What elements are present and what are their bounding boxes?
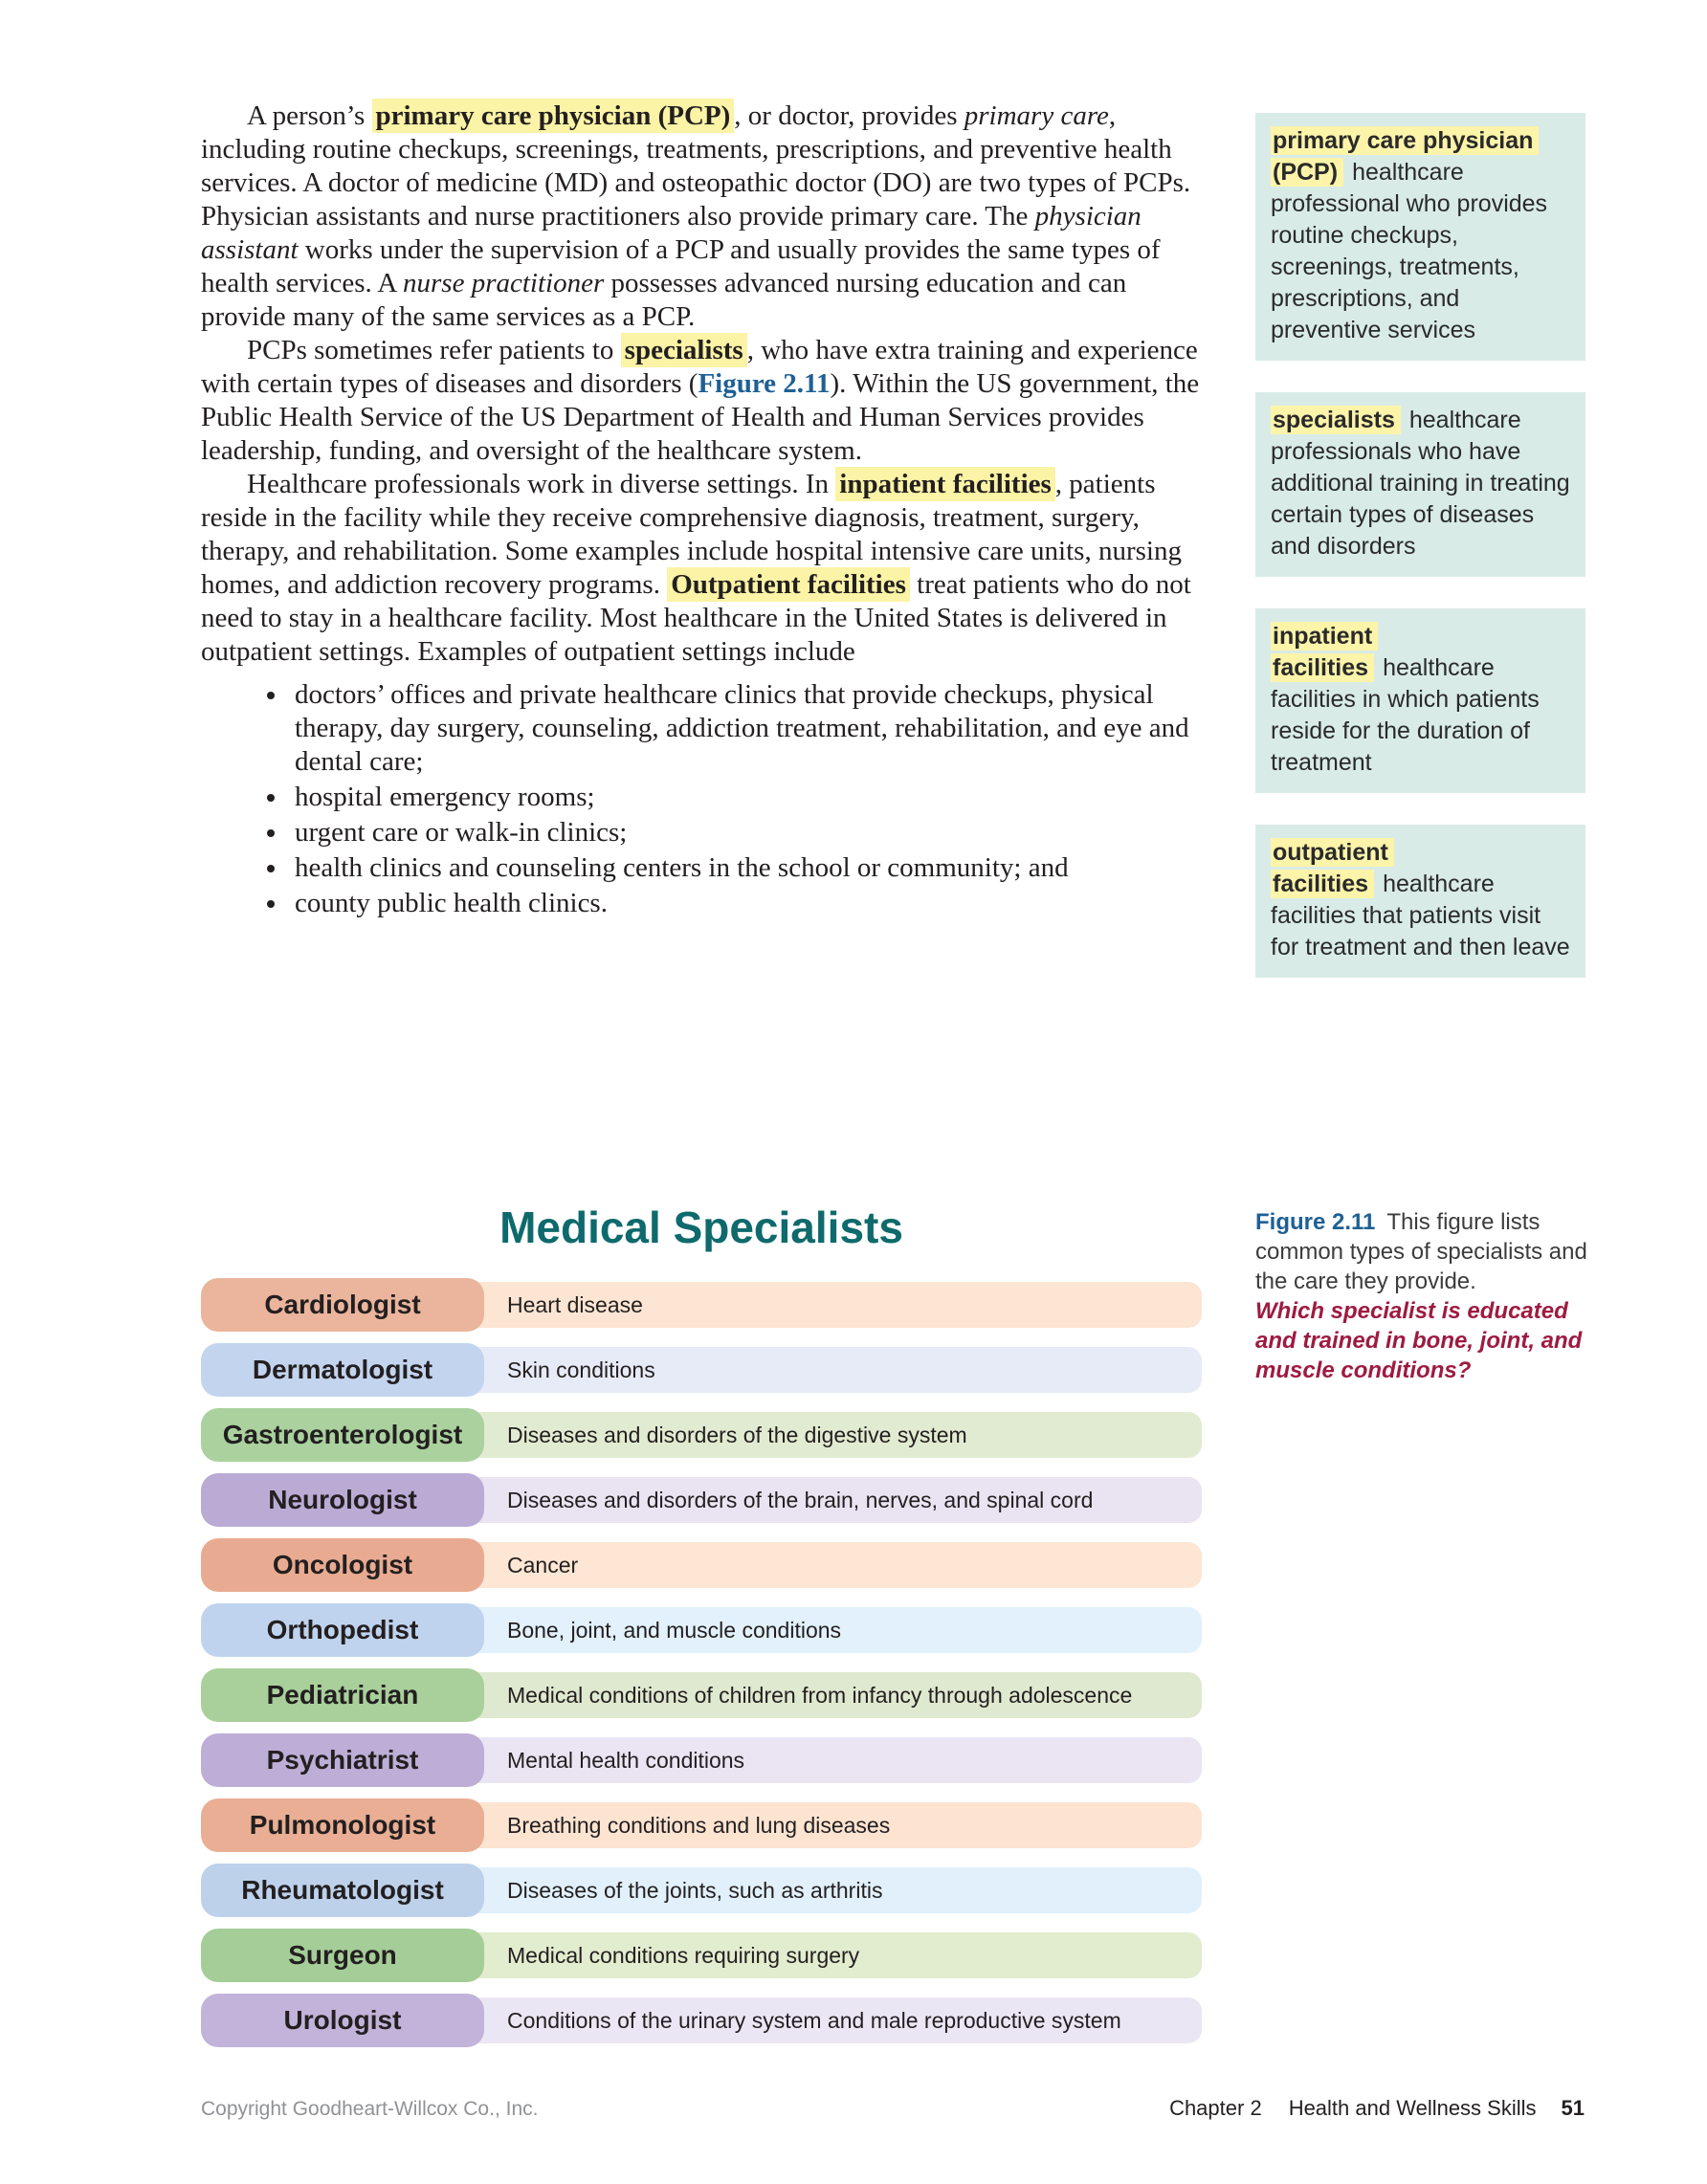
specialists-table [201, 1278, 1202, 2047]
specialist-label: Neurologist [201, 1473, 484, 1527]
figure-caption-question: Which specialist is educated and trained in bone, joint, and muscle conditions? [1255, 1298, 1583, 1383]
text-run: ). Within the US government, the Public Health Service of the US Department of Health and Human Services provides leadership, funding, and oversight of the healthcare system. [201, 368, 1200, 466]
care-description: Diseases and disorders of the digestive system [450, 1412, 1202, 1458]
text-run: , who have extra training and experience with certain types of diseases and disorders ( [201, 335, 1198, 399]
care-description: Medical conditions requiring surgery [450, 1932, 1202, 1978]
figure-caption-text: This figure lists common types of specialists and the care they provide. [1255, 1209, 1587, 1294]
table-row [201, 1864, 1202, 1917]
specialist-label: Cardiologist [201, 1278, 484, 1332]
specialist-label: Pulmonologist [201, 1798, 484, 1852]
care-description: Skin conditions [450, 1347, 1202, 1393]
list-item: • health clinics and counseling centers in the school or community; and [289, 851, 1202, 885]
chapter-title: Health and Wellness Skills [1288, 2096, 1537, 2120]
care-description: Heart disease [450, 1282, 1202, 1328]
text-run: , including routine checkups, screenings, treatments, prescriptions, and preventive health services. A doctor of medicine (MD) and osteopathic doctor (DO) are two types of PCPs. Physician assistants and nurse practitioners also provide primary care. The [201, 100, 1191, 232]
specialist-label: Gastroenterologist [201, 1408, 484, 1462]
table-row [201, 1929, 1202, 1982]
figure-2-11 [201, 1202, 1202, 2059]
text-run: possesses advanced nursing education and can provide many of the same services as a PCP. [201, 268, 1127, 332]
specialist-label: Pediatrician [201, 1668, 484, 1722]
definition-text: healthcare facilities that patients visit for treatment and then leave [1271, 871, 1570, 960]
table-row [201, 1343, 1202, 1397]
text-run: PCPs sometimes refer patients to [247, 335, 621, 365]
page-number: 51 [1561, 2096, 1585, 2120]
highlighted-term: primary care physician (PCP) [372, 99, 735, 133]
copyright-notice: Copyright Goodheart-Willcox Co., Inc. [201, 2098, 539, 2120]
specialist-label: Orthopedist [201, 1603, 484, 1657]
care-description: Diseases of the joints, such as arthritis [450, 1867, 1202, 1913]
main-column [201, 99, 1202, 922]
page-folio [1169, 2096, 1585, 2121]
list-item: • urgent care or walk-in clinics; [289, 816, 1202, 849]
specialist-label: Urologist [201, 1994, 484, 2047]
specialist-label: Psychiatrist [201, 1733, 484, 1787]
specialist-label: Rheumatologist [201, 1864, 484, 1917]
figure-caption [1255, 1207, 1588, 1385]
list-item: • doctors’ offices and private healthcare clinics that provide checkups, physical therapy, day surgery, counseling, addiction treatment, rehabilitation, and eye and dental care; [289, 678, 1202, 779]
table-row [201, 1473, 1202, 1527]
definition-term: specialists [1271, 406, 1401, 434]
care-description: Bone, joint, and muscle conditions [450, 1607, 1202, 1653]
table-row [201, 1994, 1202, 2047]
list-item: • county public health clinics. [289, 887, 1202, 920]
text-run: A person’s [247, 100, 372, 131]
definition-box-outpatient [1255, 825, 1585, 978]
table-row [201, 1603, 1202, 1657]
table-row [201, 1798, 1202, 1852]
specialist-label: Dermatologist [201, 1343, 484, 1397]
table-row [201, 1668, 1202, 1722]
highlighted-term: Outpatient facilities [667, 567, 910, 602]
definition-term: inpatient facilities [1271, 622, 1378, 682]
care-description: Medical conditions of children from infancy through adolescence [450, 1672, 1202, 1718]
definition-text: healthcare professionals who have additional training in treating certain types of diseases and disorders [1271, 407, 1570, 560]
definition-box-inpatient [1255, 608, 1585, 793]
figure-label: Figure 2.11 [1255, 1209, 1376, 1235]
table-row [201, 1408, 1202, 1462]
definition-term: outpatient facilities [1271, 838, 1394, 898]
definitions-sidebar [1255, 113, 1585, 1009]
care-description: Mental health conditions [450, 1737, 1202, 1783]
care-description: Diseases and disorders of the brain, nerves, and spinal cord [450, 1477, 1202, 1523]
specialist-label: Surgeon [201, 1929, 484, 1982]
definition-box-specialists [1255, 392, 1585, 577]
text-run: treat patients who do not need to stay in a healthcare facility. Most healthcare in the United States is delivered in outpatient settings. Examples of outpatient settings include [201, 569, 1191, 667]
text-run: works under the supervision of a PCP and usually provides the same types of health services. A [201, 234, 1161, 298]
care-description: Conditions of the urinary system and male reproductive system [450, 1997, 1202, 2043]
figure-reference: Figure 2.11 [698, 368, 831, 399]
paragraph-facilities [201, 468, 1202, 669]
care-description: Breathing conditions and lung diseases [450, 1802, 1202, 1848]
definition-text: healthcare facilities in which patients reside for the duration of treatment [1271, 654, 1540, 776]
list-item: • hospital emergency rooms; [289, 781, 1202, 814]
specialist-label: Oncologist [201, 1538, 484, 1592]
figure-title: Medical Specialists [499, 1202, 903, 1252]
table-row [201, 1538, 1202, 1592]
paragraph-specialists [201, 334, 1202, 468]
definition-text: healthcare professional who provides routine checkups, screenings, treatments, prescriptions, and preventive services [1271, 159, 1548, 343]
text-run: Healthcare professionals work in diverse settings. In [247, 469, 836, 499]
text-run: , or doctor, provides [734, 100, 964, 131]
highlighted-term: specialists [621, 333, 747, 367]
italic-term: physician assistant [201, 201, 1142, 265]
italic-term: nurse practitioner [403, 268, 605, 298]
outpatient-settings-list [201, 678, 1202, 920]
chapter-label: Chapter 2 [1169, 2096, 1262, 2120]
highlighted-term: inpatient facilities [835, 467, 1055, 501]
definition-box-pcp [1255, 113, 1585, 361]
text-run: , patients reside in the facility while they receive comprehensive diagnosis, treatment, surgery, therapy, and rehabilitation. Some examples include hospital intensive care units, nursing homes, and addiction recovery programs. [201, 469, 1182, 600]
paragraph-primary-care [201, 99, 1202, 334]
italic-term: primary care [964, 100, 1109, 131]
table-row [201, 1733, 1202, 1787]
care-description: Cancer [450, 1542, 1202, 1588]
table-row [201, 1278, 1202, 1332]
definition-term: primary care physician (PCP) [1271, 126, 1539, 187]
